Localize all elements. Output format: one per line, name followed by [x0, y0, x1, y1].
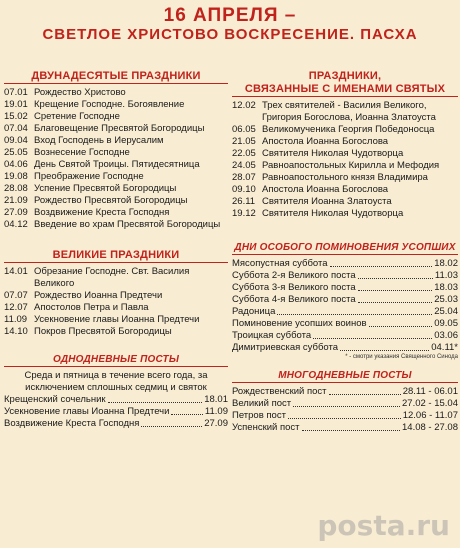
twelve-feast-item	[4, 111, 228, 123]
great-feast-item	[4, 266, 228, 290]
item-date: 14.01	[4, 266, 28, 277]
great-feasts-list	[4, 266, 228, 338]
saints-feasts-list	[232, 100, 458, 220]
right-column	[232, 70, 458, 434]
item-date: 07.01	[4, 87, 28, 98]
item-date: 12.06 - 11.07	[402, 410, 458, 421]
item-date: 21.05	[232, 136, 256, 147]
item-date: 28.08	[4, 183, 28, 194]
item-date: 27.09	[4, 207, 28, 218]
memorial-day-item	[232, 270, 458, 282]
twelve-feast-item	[4, 207, 228, 219]
saint-feast-item	[232, 136, 458, 148]
item-text: Вознесение Господне	[34, 147, 130, 158]
dot-leader	[277, 306, 432, 315]
item-date: 03.06	[434, 330, 458, 341]
twelve-feast-item	[4, 171, 228, 183]
header	[0, 6, 460, 44]
item-name: Рождественский пост	[232, 386, 327, 397]
item-name: Суббота 3-я Великого поста	[232, 282, 356, 293]
item-date: 04.11*	[431, 342, 458, 353]
item-text: День Святой Троицы. Пятидесятница	[34, 159, 200, 170]
item-date: 15.02	[4, 111, 28, 122]
page-title: СВЕТЛОЕ ХРИСТОВО ВОСКРЕСЕНИЕ. ПАСХА	[42, 26, 418, 43]
memorial-days-title: ДНИ ОСОБОГО ПОМИНОВЕНИЯ УСОПШИХ	[232, 242, 458, 255]
oneday-fast-item	[4, 406, 228, 418]
item-text: Равноапостольного князя Владимира	[262, 172, 428, 183]
item-date: 09.04	[4, 135, 28, 146]
item-date: 18.01	[204, 394, 228, 405]
item-name: Суббота 4-я Великого поста	[232, 294, 356, 305]
dot-leader	[358, 270, 433, 279]
twelve-feast-item	[4, 195, 228, 207]
oneday-fast-item	[4, 394, 228, 406]
saint-feast-item	[232, 160, 458, 172]
oneday-fasts-title: ОДНОДНЕВНЫЕ ПОСТЫ	[4, 354, 228, 367]
item-text: Рождество Христово	[34, 87, 126, 98]
great-feast-item	[4, 326, 228, 338]
item-text: Апостола Иоанна Богослова	[262, 136, 389, 147]
item-name: Успенский пост	[232, 422, 300, 433]
item-date: 28.07	[232, 172, 256, 183]
left-column	[4, 70, 228, 430]
saint-feast-item	[232, 184, 458, 196]
dot-leader	[141, 418, 202, 427]
item-text: Введение во храм Пресвятой Богородицы	[34, 219, 221, 230]
twelve-feast-item	[4, 135, 228, 147]
item-text: Святителя Николая Чудотворца	[262, 208, 404, 219]
dot-leader	[369, 318, 433, 327]
item-date: 11.09	[204, 406, 228, 417]
item-text: Успение Пресвятой Богородицы	[34, 183, 177, 194]
memorial-footnote: * - смотри указания Священного Синода	[345, 354, 458, 360]
item-text: Рождество Пресвятой Богородицы	[34, 195, 188, 206]
item-date: 09.05	[434, 318, 458, 329]
memorial-day-item	[232, 258, 458, 270]
item-date: 12.02	[232, 100, 256, 111]
item-date: 07.07	[4, 290, 28, 301]
item-date: 19.12	[232, 208, 256, 219]
item-text: Благовещение Пресвятой Богородицы	[34, 123, 205, 134]
item-date: 27.02 - 15.04	[402, 398, 458, 409]
item-date: 07.04	[4, 123, 28, 134]
great-feasts-title: ВЕЛИКИЕ ПРАЗДНИКИ	[4, 249, 228, 263]
item-text: Апостола Иоанна Богослова	[262, 184, 389, 195]
item-name: Мясопустная суббота	[232, 258, 328, 269]
dot-leader	[108, 394, 203, 403]
item-date: 25.03	[434, 294, 458, 305]
item-name: Суббота 2-я Великого поста	[232, 270, 356, 281]
item-text: Апостолов Петра и Павла	[34, 302, 149, 313]
item-date: 21.09	[4, 195, 28, 206]
item-text: Рождество Иоанна Предтечи	[34, 290, 163, 301]
oneday-fasts-list	[4, 394, 228, 430]
item-date: 22.05	[232, 148, 256, 159]
twelve-feast-item	[4, 219, 228, 231]
item-date: 28.11 - 06.01	[402, 386, 458, 397]
item-name: Троицкая суббота	[232, 330, 312, 341]
item-date: 09.10	[232, 184, 256, 195]
page-title-date: 16 АПРЕЛЯ –	[163, 5, 297, 26]
item-date: 11.09	[4, 314, 28, 325]
memorial-days-list	[232, 258, 458, 354]
item-date: 25.04	[434, 306, 458, 317]
multiday-fast-item	[232, 398, 458, 410]
item-name: Радоница	[232, 306, 276, 317]
dot-leader	[329, 386, 401, 395]
saint-feast-item	[232, 196, 458, 208]
item-name: Петров пост	[232, 410, 286, 421]
item-text: Святителя Николая Чудотворца	[262, 148, 404, 159]
great-feast-item	[4, 314, 228, 326]
item-date: 25.05	[4, 147, 28, 158]
twelve-feast-item	[4, 147, 228, 159]
multiday-fast-item	[232, 386, 458, 398]
item-text: Святителя Иоанна Златоуста	[262, 196, 392, 207]
multiday-fast-item	[232, 422, 458, 434]
dot-leader	[288, 410, 401, 419]
item-name: Великий пост	[232, 398, 292, 409]
twelve-feast-item	[4, 183, 228, 195]
memorial-day-item	[232, 294, 458, 306]
item-date: 04.06	[4, 159, 28, 170]
memorial-day-item	[232, 318, 458, 330]
item-date: 14.10	[4, 326, 28, 337]
great-feast-item	[4, 290, 228, 302]
dot-leader	[313, 330, 432, 339]
memorial-day-item	[232, 306, 458, 318]
item-name: Усекновение главы Иоанна Предтечи	[4, 406, 170, 417]
item-text: Покров Пресвятой Богородицы	[34, 326, 172, 337]
item-name: Поминовение усопших воинов	[232, 318, 367, 329]
dot-leader	[293, 398, 400, 407]
oneday-fasts-note: Среда и пятница в течение всего года, за исключением сплошных седмиц и святок	[24, 370, 208, 393]
item-text: Крещение Господне. Богоявление	[34, 99, 185, 110]
item-date: 26.11	[232, 196, 256, 207]
item-date: 18.02	[434, 258, 458, 269]
item-date: 14.08 - 27.08	[402, 422, 458, 433]
dot-leader	[340, 342, 429, 351]
watermark-logo: posta.ru	[317, 509, 450, 542]
dot-leader	[330, 258, 433, 267]
item-date: 27.09	[204, 418, 228, 429]
saint-feast-item	[232, 100, 458, 124]
twelve-feast-item	[4, 87, 228, 99]
saint-feast-item	[232, 124, 458, 136]
item-text: Сретение Господне	[34, 111, 120, 122]
multiday-fasts-list	[232, 386, 458, 434]
item-text: Великомученика Георгия Победоносца	[262, 124, 435, 135]
item-text: Воздвижение Креста Господня	[34, 207, 170, 218]
dot-leader	[358, 294, 433, 303]
saint-feast-item	[232, 208, 458, 220]
item-text: Преображение Господне	[34, 171, 144, 182]
memorial-day-item	[232, 330, 458, 342]
item-date: 12.07	[4, 302, 28, 313]
memorial-day-item	[232, 282, 458, 294]
item-date: 04.12	[4, 219, 28, 230]
item-date: 18.03	[434, 282, 458, 293]
saints-feasts-title-2: СВЯЗАННЫЕ С ИМЕНАМИ СВЯТЫХ	[232, 83, 458, 97]
multiday-fast-item	[232, 410, 458, 422]
item-text: Вход Господень в Иерусалим	[34, 135, 164, 146]
item-text: Усекновение главы Иоанна Предтечи	[34, 314, 200, 325]
item-text: Равноапостольных Кирилла и Мефодия	[262, 160, 440, 171]
twelve-feast-item	[4, 99, 228, 111]
item-date: 19.01	[4, 99, 28, 110]
item-date: 11.03	[434, 270, 458, 281]
item-text: Обрезание Господне. Свт. Василия Великого	[34, 266, 190, 289]
great-feast-item	[4, 302, 228, 314]
dot-leader	[171, 406, 202, 415]
saint-feast-item	[232, 148, 458, 160]
saints-feasts-title-1: ПРАЗДНИКИ,	[308, 70, 382, 82]
memorial-day-item	[232, 342, 458, 354]
twelve-feasts-title: ДВУНАДЕСЯТЫЕ ПРАЗДНИКИ	[4, 70, 228, 84]
saint-feast-item	[232, 172, 458, 184]
item-date: 06.05	[232, 124, 256, 135]
item-date: 24.05	[232, 160, 256, 171]
twelve-feasts-list	[4, 87, 228, 231]
item-text: Трех святителей - Василия Великого, Григория Богослова, Иоанна Златоуста	[262, 100, 436, 123]
item-name: Воздвижение Креста Господня	[4, 418, 140, 429]
dot-leader	[358, 282, 433, 291]
twelve-feast-item	[4, 123, 228, 135]
twelve-feast-item	[4, 159, 228, 171]
item-name: Крещенский сочельник	[4, 394, 106, 405]
item-date: 19.08	[4, 171, 28, 182]
item-name: Димитриевская суббота	[232, 342, 339, 353]
oneday-fast-item	[4, 418, 228, 430]
multiday-fasts-title: МНОГОДНЕВНЫЕ ПОСТЫ	[232, 370, 458, 383]
dot-leader	[302, 422, 400, 431]
